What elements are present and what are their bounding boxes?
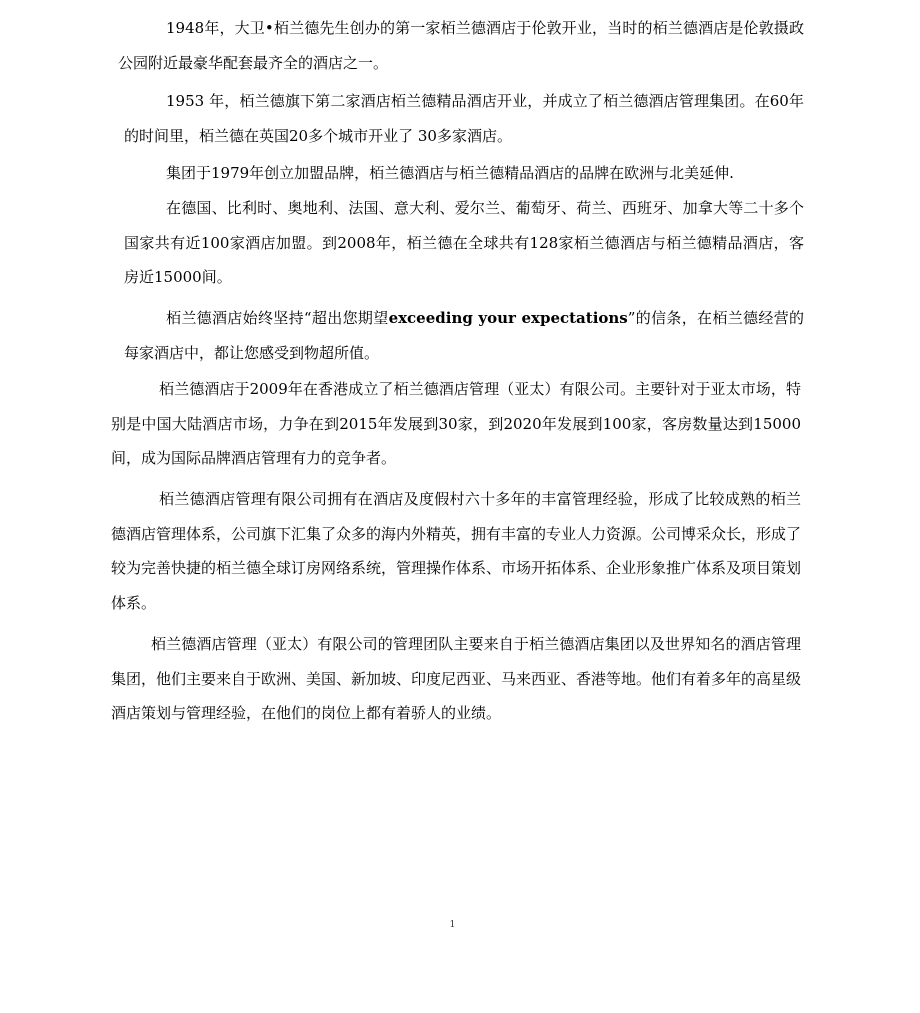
- paragraph-history-1948: 1948年，大卫•栢兰德先生创办的第一家栢兰德酒店于伦敦开业，当时的栢兰德酒店是伦敦摄政公园附近最豪华配套最齐全的酒店之一。: [118, 19, 804, 72]
- paragraph-management-experience: 栢兰德酒店管理有限公司拥有在酒店及度假村六十多年的丰富管理经验，形成了比较成熟的栢兰德酒店管理体系，公司旗下汇集了众多的海内外精英，拥有丰富的专业人力资源。公司博采众长，形成了较为完善快捷的栢兰德全球订房网络系统，管理操作体系、市场开拓体系、企业形象推广体系及项目策划体系。: [111, 490, 802, 612]
- motto-english-text: exceeding your expectations: [388, 309, 628, 327]
- motto-before-text: 栢兰德酒店始终坚持“超出您期望: [166, 309, 389, 327]
- paragraph-management-team: 栢兰德酒店管理（亚太）有限公司的管理团队主要来自于栢兰德酒店集团以及世界知名的酒店管理集团，他们主要来自于欧洲、美国、新加坡、印度尼西亚、马来西亚、香港等地。他们有着多年的高星级酒店策划与管理经验，在他们的岗位上都有着骄人的业绩。: [111, 635, 802, 722]
- paragraph-franchise-1979: 集团于1979年创立加盟品牌，栢兰德酒店与栢兰德精品酒店的品牌在欧洲与北美延伸.: [166, 164, 734, 182]
- page-number: 1: [449, 920, 456, 930]
- paragraph-global-expansion: 在德国、比利时、奥地利、法国、意大利、爱尔兰、葡萄牙、荷兰、西班牙、加拿大等二十多个国家共有近100家酒店加盟。到2008年，栢兰德在全球共有128家栢兰德酒店与栢兰德精品酒店，客房近15000间。: [124, 199, 804, 286]
- paragraph-asia-pacific: 栢兰德酒店于2009年在香港成立了栢兰德酒店管理（亚太）有限公司。主要针对于亚太市场，特别是中国大陆酒店市场，力争在到2015年发展到30家，到2020年发展到100家，客房数量达到15000间，成为国际品牌酒店管理有力的竞争者。: [111, 380, 801, 467]
- paragraph-history-1953: 1953 年，栢兰德旗下第二家酒店栢兰德精品酒店开业，并成立了栢兰德酒店管理集团。在60年的时间里，栢兰德在英国20多个城市开业了 30多家酒店。: [124, 92, 804, 145]
- motto-after-text: ”的信条，在栢兰德经营的每家酒店中，都让您感受到物超所值。: [124, 309, 805, 362]
- paragraph-motto: [124, 301, 804, 370]
